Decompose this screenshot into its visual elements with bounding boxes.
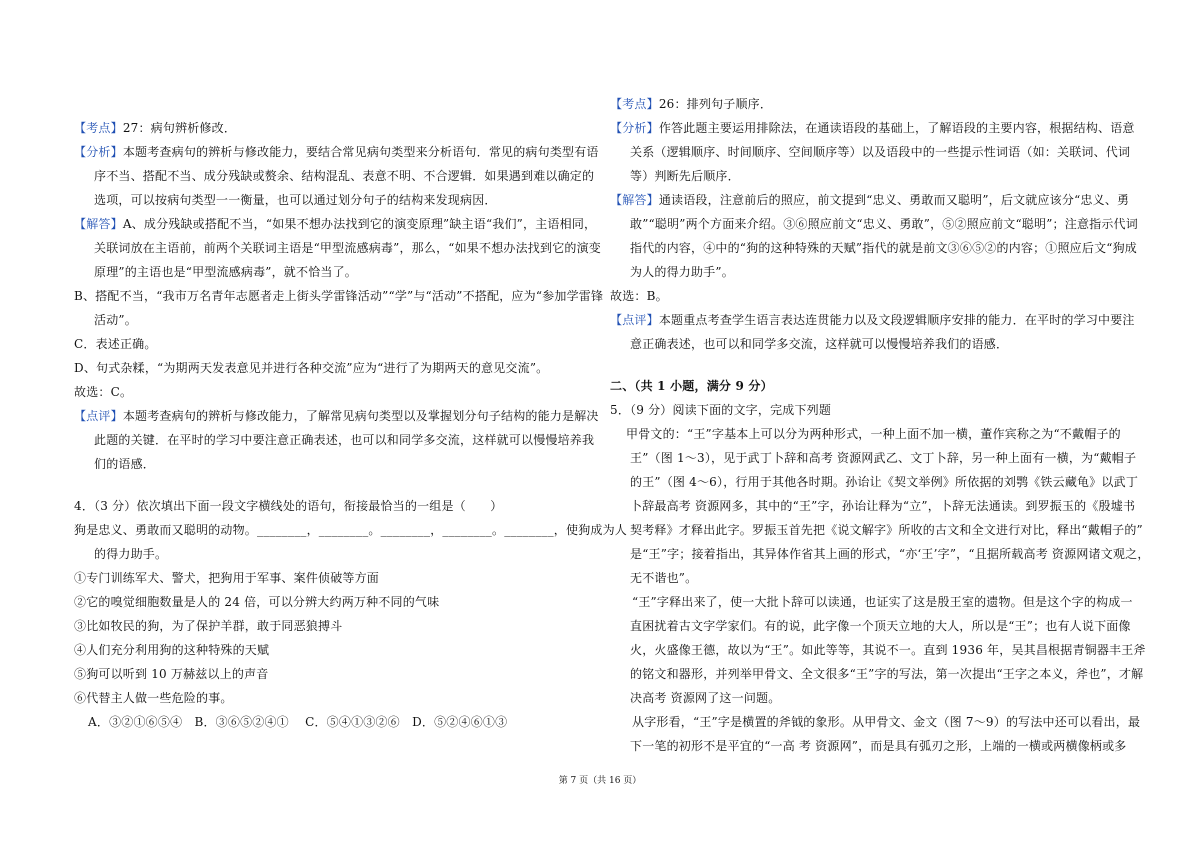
q4-fenxi-line-3: 等）判断先后顺序． [630, 169, 740, 183]
q4-jieda-line-3: 指代的内容，④中的“狗的这种特殊的天赋”指代的就是前文③⑥⑤②的内容；①照应后文“狗成 [630, 241, 1138, 255]
passage-p3-line-1: 从字形看，“王”字是横置的斧钺的象形。从甲骨文、金文（图 7～9）的写法中还可以看出，最 [632, 715, 1141, 729]
q3-fenxi-line-2: 序不当、搭配不当、成分残缺或赘余、结构混乱、表意不明、不合逻辑．如果遇到难以确定的 [94, 169, 595, 183]
jieda-text: A、成分残缺或搭配不当，“如果不想办法找到它的演变原理”缺主语“我们”，主语相同， [122, 217, 597, 231]
kaodian-tag: 【考点】 [74, 121, 123, 135]
passage-p2-line-4: 的铭文和器形，并列举甲骨文、全文很多“王”字的写法，第一次提出“王字之本义，斧也”，才解 [630, 667, 1144, 681]
passage-p2-line-1: “王”字释出来了，使一大批卜辞可以读通，也证实了这是殷王室的遗物。但是这个字的构成一 [632, 595, 1133, 609]
q4-sentence-6: ⑥代替主人做一些危险的事。 [74, 691, 233, 705]
passage-p1-line-6: 是“王”字；接着指出，其异体作省其上画的形式，“亦‘王’字”，“且据所载高考 资源网诸文观之， [630, 547, 1150, 561]
q4-fenxi-line-2: 关系（逻辑顺序、时间顺序、空间顺序等）以及语段中的一些提示性词语（如：关联词、代词 [630, 145, 1131, 159]
q3-fenxi-line-1 [74, 144, 599, 160]
q3-option-c: C．表述正确。 [74, 337, 157, 351]
q4-answer: 故选：B。 [610, 289, 668, 303]
dianping-text: 本题考查病句的辨析与修改能力，了解常见病句类型以及掌握划分句子结构的能力是解决 [122, 409, 599, 423]
passage-p1-line-2: 王”（图 1～3），见于武丁卜辞和高考 资源网武乙、文丁卜辞，另一种上面有一横，为“戴帽子 [630, 451, 1137, 465]
q3-answer: 故选：C。 [74, 385, 133, 399]
q4-sentence-4: ④人们充分利用狗的这种特殊的天赋 [74, 643, 270, 657]
q3-jieda-line-1 [74, 216, 596, 232]
dianping-tag: 【点评】 [74, 409, 123, 423]
passage-p3-line-2: 下一笔的初形不是平宜的“一高 考 资源网”，而是具有弧刃之形，上端的一横或两横像柄或多 [630, 739, 1127, 753]
q4-sentence-1: ①专门训练军犬、警犬，把狗用于军事、案件侦破等方面 [74, 571, 380, 585]
passage-p2-line-2: 直困扰着古文字学家们。有的说，此字像一个顶天立地的大人，所以是“王”；也有人说下面像 [630, 619, 1131, 633]
q4-dianping-line-1 [610, 312, 1135, 328]
q3-kaodian-line [74, 120, 236, 136]
q4-title: 4．（3 分）依次填出下面一段文字横线处的语句，衔接最恰当的一组是（ ） [74, 499, 503, 513]
passage-p1-line-4: 卜辞最高考 资源网多，其中的“王”字，孙诒让释为“立”，卜辞无法通读。到罗振玉的《殷墟书 [630, 499, 1136, 513]
kaodian-text: 26：排列句子顺序． [658, 97, 773, 111]
q4-sentence-5: ⑤狗可以听到 10 万赫兹以上的声音 [74, 667, 269, 681]
fenxi-tag: 【分析】 [610, 121, 659, 135]
jieda-tag: 【解答】 [610, 193, 659, 207]
q3-dianping-line-1 [74, 408, 599, 424]
jieda-tag: 【解答】 [74, 217, 123, 231]
passage-p1-line-1: 甲骨文的：“王”字基本上可以分为两种形式，一种上面不加一横，董作宾称之为“不戴帽子的 [626, 427, 1121, 441]
q3-dianping-line-2: 此题的关键．在平时的学习中要注意正确表述，也可以和同学多交流，这样就可以慢慢培养我 [94, 433, 595, 447]
q3-option-d: D、句式杂糅，“为期两天发表意见并进行各种交流”应为“进行了为期两天的意见交流”。 [74, 361, 549, 375]
q4-dianping-line-2: 意正确表述，也可以和同学多交流，这样就可以慢慢培养我们的语感． [630, 337, 1009, 351]
q3-jieda-line-3: 原理”的主语也是“甲型流感病毒”，就不恰当了。 [94, 265, 358, 279]
passage-p1-line-7: 无不谐也”。 [630, 571, 698, 585]
q5-title: 5．（9 分）阅读下面的文字，完成下列题 [610, 403, 832, 417]
kaodian-text: 27：病句辨析修改． [122, 121, 237, 135]
passage-p2-line-3: 火，火盛像王德，故以为“王”。如此等等，其说不一。直到 1936 年，吴其昌根据青铜器丰王斧 [630, 643, 1146, 657]
q4-sentence-3: ③比如牧民的狗，为了保护羊群，敢于同恶狼搏斗 [74, 619, 343, 633]
q3-option-b-line-2: 活动”。 [94, 313, 137, 327]
q4-kaodian-line [610, 96, 772, 112]
q4-stem-line-2: 的得力助手。 [94, 547, 168, 561]
fenxi-text: 作答此题主要运用排除法，在通读语段的基础上，了解语段的主要内容，根据结构、语意 [658, 121, 1135, 135]
dianping-tag: 【点评】 [610, 313, 659, 327]
q4-fenxi-line-1 [610, 120, 1135, 136]
fenxi-text: 本题考查病句的辨析与修改能力，要结合常见病句类型来分析语句．常见的病句类型有语 [122, 145, 599, 159]
jieda-text: 通读语段，注意前后的照应，前文提到“忠义、勇敢而又聪明”，后文就应该分“忠义、勇 [658, 193, 1130, 207]
page-number-footer: 第 7 页（共 16 页） [558, 776, 642, 786]
section-2-heading: 二、（共 1 小题，满分 9 分） [610, 379, 773, 393]
q4-jieda-line-1 [610, 192, 1129, 208]
passage-p2-line-5: 决高考 资源网了这一问题。 [630, 691, 781, 705]
passage-p1-line-3: 的王”（图 4～6），行用于其他各时期。孙诒让《契文举例》所依据的刘鹗《铁云藏龟》以武丁 [630, 475, 1139, 489]
passage-p1-line-5: 契考释》才释出此字。罗振玉首先把《说文解字》所收的古文和全文进行对比，释出“戴帽子的” [630, 523, 1143, 537]
q3-jieda-line-2: 关联词放在主语前，前两个关联词主语是“甲型流感病毒”，那么，“如果不想办法找到它的演变 [94, 241, 602, 255]
q3-dianping-line-3: 们的语感． [94, 457, 156, 471]
kaodian-tag: 【考点】 [610, 97, 659, 111]
q4-stem-line-1: 狗是忠义、勇敢而又聪明的动物。________，________。________，________。________，使狗成为人 [74, 523, 628, 537]
q4-jieda-line-2: 敢”“聪明”两个方面来介绍。③⑥照应前文“忠义、勇敢”，⑤②照应前文“聪明”；注意指示代词 [630, 217, 1138, 231]
q3-fenxi-line-3: 选项，可以按病句类型一一衡量，也可以通过划分句子的结构来发现病因． [94, 193, 497, 207]
q4-jieda-line-4: 为人的得力助手”。 [630, 265, 734, 279]
fenxi-tag: 【分析】 [74, 145, 123, 159]
q4-choices: A．③②①⑥⑤④ B．③⑥⑤②④① C．⑤④①③②⑥ D．⑤②④⑥①③ [88, 715, 508, 729]
q4-sentence-2: ②它的嗅觉细胞数量是人的 24 倍，可以分辨大约两万种不同的气味 [74, 595, 440, 609]
dianping-text: 本题重点考查学生语言表达连贯能力以及文段逻辑顺序安排的能力．在平时的学习中要注 [658, 313, 1135, 327]
q3-option-b-line-1: B、搭配不当，“我市万名青年志愿者走上街头学雷锋活动”“学”与“活动”不搭配，应为“参加学雷锋 [74, 289, 604, 303]
